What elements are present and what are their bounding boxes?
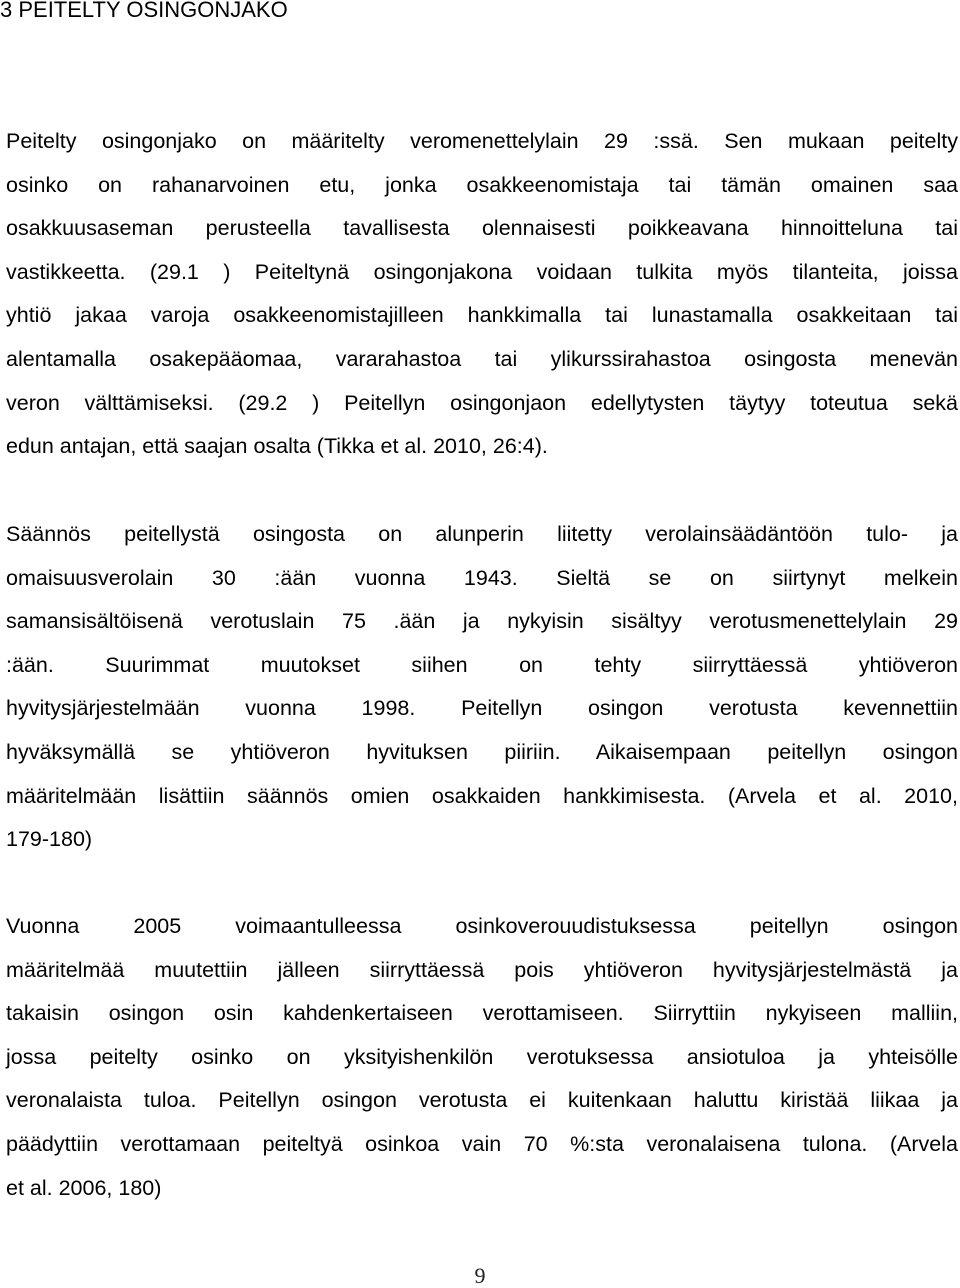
text-line: hyvitysjärjestelmään vuonna 1998. Peitellyn osingon verotusta kevennettiin bbox=[6, 696, 958, 721]
text-line: päädyttiin verottamaan peiteltyä osinkoa vain 70 %:sta veronalaisena tulona. (Arvela bbox=[6, 1131, 958, 1156]
text-line: vastikkeetta. (29.1 ) Peiteltynä osingonjakona voidaan tulkita myös tilanteita, joissa bbox=[6, 259, 958, 284]
text-line: samansisältöisenä verotuslain 75 .ään ja nykyisin sisältyy verotusmenettelylain 29 bbox=[6, 609, 958, 634]
text-line: alentamalla osakepääomaa, vararahastoa tai ylikurssirahastoa osingosta menevän bbox=[6, 346, 958, 371]
text-line: veron välttämiseksi. (29.2 ) Peitellyn osingonjaon edellytysten täytyy toteutua sekä bbox=[6, 390, 958, 415]
text-line: 179-180) bbox=[6, 827, 93, 852]
text-line: takaisin osingon osin kahdenkertaiseen verottamiseen. Siirryttiin nykyiseen malliin, bbox=[6, 1001, 958, 1026]
section-heading: 3 PEITELTY OSINGONJAKO bbox=[0, 0, 288, 22]
text-line: et al. 2006, 180) bbox=[6, 1175, 162, 1200]
page-number: 9 bbox=[474, 1263, 486, 1288]
text-line: osinko on rahanarvoinen etu, jonka osakkeenomistaja tai tämän omainen saa bbox=[6, 172, 958, 197]
text-line: omaisuusverolain 30 :ään vuonna 1943. Sieltä se on siirtynyt melkein bbox=[6, 565, 958, 590]
text-line: Säännös peitellystä osingosta on alunperin liitetty verolainsäädäntöön tulo- ja bbox=[6, 522, 958, 546]
text-line: jossa peitelty osinko on yksityishenkilön verotuksessa ansiotuloa ja yhteisölle bbox=[6, 1044, 958, 1069]
text-line: Peitelty osingonjako on määritelty veromenettelylain 29 :ssä. Sen mukaan peitelty bbox=[6, 129, 958, 153]
text-line: edun antajan, että saajan osalta (Tikka et al. 2010, 26:4). bbox=[6, 434, 548, 459]
text-line: hyväksymällä se yhtiöveron hyvituksen piiriin. Aikaisempaan peitellyn osingon bbox=[6, 739, 958, 764]
text-line: :ään. Suurimmat muutokset siihen on tehty siirryttäessä yhtiöveron bbox=[6, 652, 958, 677]
paragraph-3 bbox=[6, 905, 958, 1210]
text-line: veronalaista tuloa. Peitellyn osingon verotusta ei kuitenkaan haluttu kiristää liikaa ja bbox=[6, 1088, 958, 1113]
text-line: Vuonna 2005 voimaantulleessa osinkoverouudistuksessa peitellyn osingon bbox=[6, 914, 958, 938]
text-line: osakkuusaseman perusteella tavallisesta olennaisesti poikkeavana hinnoitteluna tai bbox=[6, 216, 958, 241]
paragraph-1 bbox=[6, 120, 958, 469]
text-line: määritelmää muutettiin jälleen siirryttäessä pois yhtiöveron hyvitysjärjestelmästä ja bbox=[6, 957, 958, 982]
paragraph-2 bbox=[6, 513, 958, 862]
text-line: määritelmään lisättiin säännös omien osakkaiden hankkimisesta. (Arvela et al. 2010, bbox=[6, 783, 958, 808]
text-line: yhtiö jakaa varoja osakkeenomistajilleen hankkimalla tai lunastamalla osakkeitaan tai bbox=[6, 303, 958, 328]
